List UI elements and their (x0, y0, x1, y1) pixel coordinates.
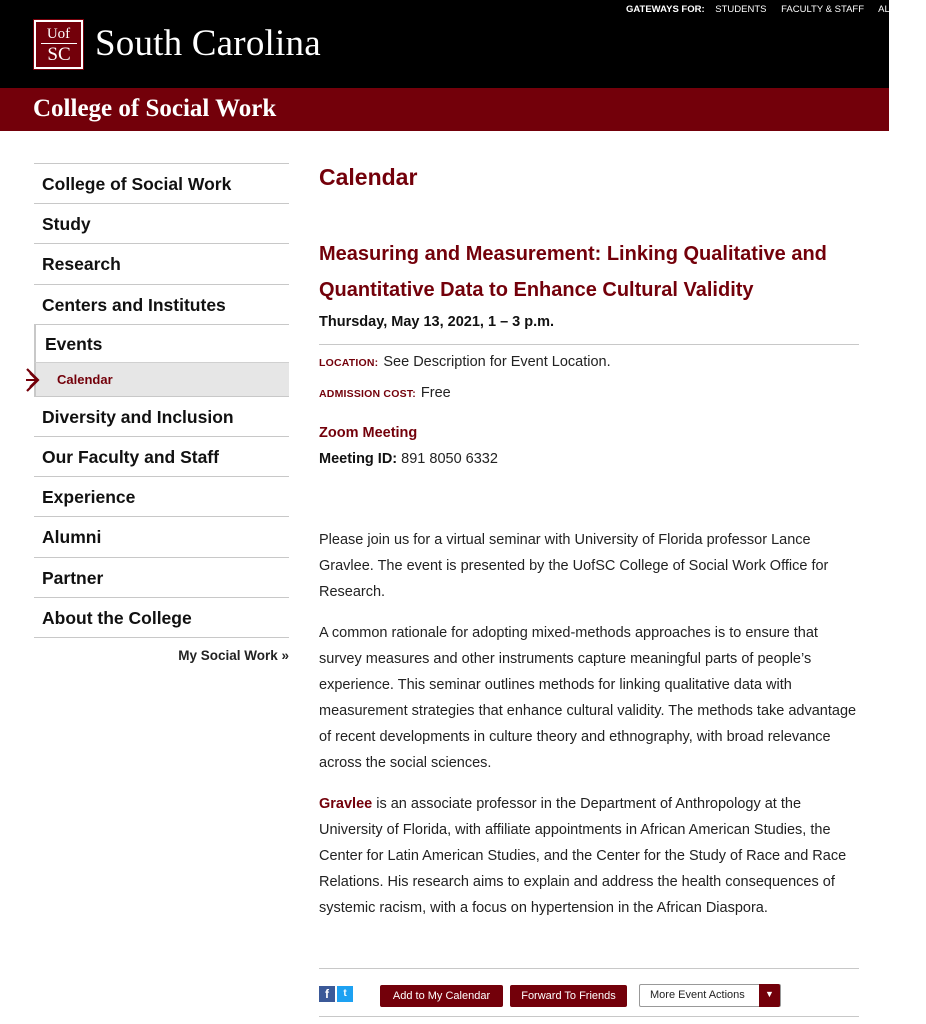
divider (319, 344, 859, 345)
sidebar-item-label: Events (45, 333, 103, 354)
gateways-label: GATEWAYS FOR: (626, 4, 705, 15)
bio-paragraph (319, 791, 859, 921)
dropdown-caret-icon: ▼ (759, 984, 780, 1007)
sidebar-item-research[interactable] (34, 243, 289, 283)
logo-top-text: Uof (46, 26, 71, 42)
facebook-icon[interactable]: f (319, 986, 335, 1002)
forward-to-friends-button[interactable]: Forward To Friends (510, 985, 627, 1007)
event-title: Measuring and Measurement: Linking Qualitative and Quantitative Data to Enhance Cultural Validity (319, 243, 827, 301)
college-banner (0, 88, 889, 131)
divider (319, 1016, 859, 1017)
event-location (319, 353, 611, 372)
more-event-actions-dropdown[interactable] (639, 984, 781, 1007)
event-date: Thursday, May 13, 2021, 1 – 3 p.m. (319, 314, 555, 330)
sidebar-item-label: Alumni (42, 527, 102, 548)
zoom-meeting-link[interactable]: Zoom Meeting (319, 425, 418, 441)
divider (319, 968, 859, 969)
sidebar-item-label: Partner (42, 567, 104, 588)
sidebar-item-diversity-and-inclusion[interactable] (34, 396, 289, 436)
admission-label: ADMISSION COST: (319, 388, 416, 400)
uofsc-logo[interactable] (34, 20, 83, 69)
meeting-id-value: 891 8050 6332 (401, 451, 498, 467)
sidebar-subitem-calendar[interactable] (34, 362, 289, 396)
sidebar-item-partner[interactable] (34, 557, 289, 597)
sidebar-item-about-the-college[interactable] (34, 597, 289, 637)
sidebar-item-label: Our Faculty and Staff (42, 446, 219, 467)
logo-bottom-text: SC (41, 43, 77, 64)
gateway-students-link[interactable]: STUDENTS (715, 4, 767, 15)
sidebar-item-label: Research (42, 254, 121, 275)
meeting-id-label: Meeting ID: (319, 451, 398, 467)
twitter-icon[interactable]: t (337, 986, 353, 1002)
sidebar-item-label: Study (42, 214, 91, 235)
sidebar-divider (34, 637, 289, 638)
sidebar-item-label: Centers and Institutes (42, 294, 226, 315)
more-event-actions-label: More Event Actions (650, 989, 745, 1001)
sidebar-item-centers-and-institutes[interactable] (34, 284, 289, 324)
sidebar-nav (34, 163, 289, 663)
admission-value: Free (420, 385, 451, 401)
main-content (319, 160, 859, 1002)
my-social-work-link[interactable]: My Social Work » (178, 648, 289, 663)
sidebar-item-college-of-social-work[interactable] (34, 163, 289, 203)
sidebar-item-events[interactable] (34, 324, 289, 362)
location-label: LOCATION: (319, 357, 379, 369)
share-icons (319, 986, 353, 1002)
sidebar-item-experience[interactable] (34, 476, 289, 516)
page-title: Calendar (319, 164, 418, 190)
sidebar-item-study[interactable] (34, 203, 289, 243)
site-name[interactable]: South Carolina (95, 23, 321, 64)
event-admission (319, 384, 451, 403)
gateway-alumni-link[interactable]: ALUMNI (878, 4, 915, 15)
sidebar-subitem-label: Calendar (57, 371, 113, 387)
sidebar-item-label: Experience (42, 487, 136, 508)
sidebar-item-label: College of Social Work (42, 174, 232, 194)
college-title[interactable]: College of Social Work (33, 95, 277, 122)
description-paragraph: A common rationale for adopting mixed-methods approaches is to ensure that survey measures and other instruments capture meaningful parts of people’s experience. This seminar outlines methods for linking qualitative data with measurement strategies that enhance cultural validity. The methods take advantage of recent developments in culture theory and ethnography, with broad relevance across the social sciences. (319, 625, 857, 771)
gravlee-link[interactable]: Gravlee (319, 796, 373, 812)
meeting-id (319, 450, 498, 468)
gateway-faculty-staff-link[interactable]: FACULTY & STAFF (781, 4, 865, 15)
site-header (0, 0, 915, 88)
location-value: See Description for Event Location. (383, 354, 611, 370)
sidebar-item-label: Diversity and Inclusion (42, 406, 234, 427)
gateways-nav (626, 4, 926, 16)
sidebar-item-label: About the College (42, 607, 192, 628)
current-page-marker-icon (26, 367, 42, 393)
sidebar-item-our-faculty-and-staff[interactable] (34, 436, 289, 476)
sidebar-item-alumni[interactable] (34, 516, 289, 556)
add-to-calendar-button[interactable]: Add to My Calendar (380, 985, 503, 1007)
description-paragraph: Please join us for a virtual seminar with University of Florida professor Lance Gravlee. The event is presented by the UofSC College of Social Work Office for Research. (319, 532, 829, 600)
bio-text: is an associate professor in the Department of Anthropology at the University of Florida, with affiliate appointments in African American Studies, the Center for Latin American Studies, and the Center for the Study of Race and Race Relations. His research aims to explain and address the health consequences of systemic racism, with a focus on hypertension in the African Diaspora. (319, 796, 847, 916)
